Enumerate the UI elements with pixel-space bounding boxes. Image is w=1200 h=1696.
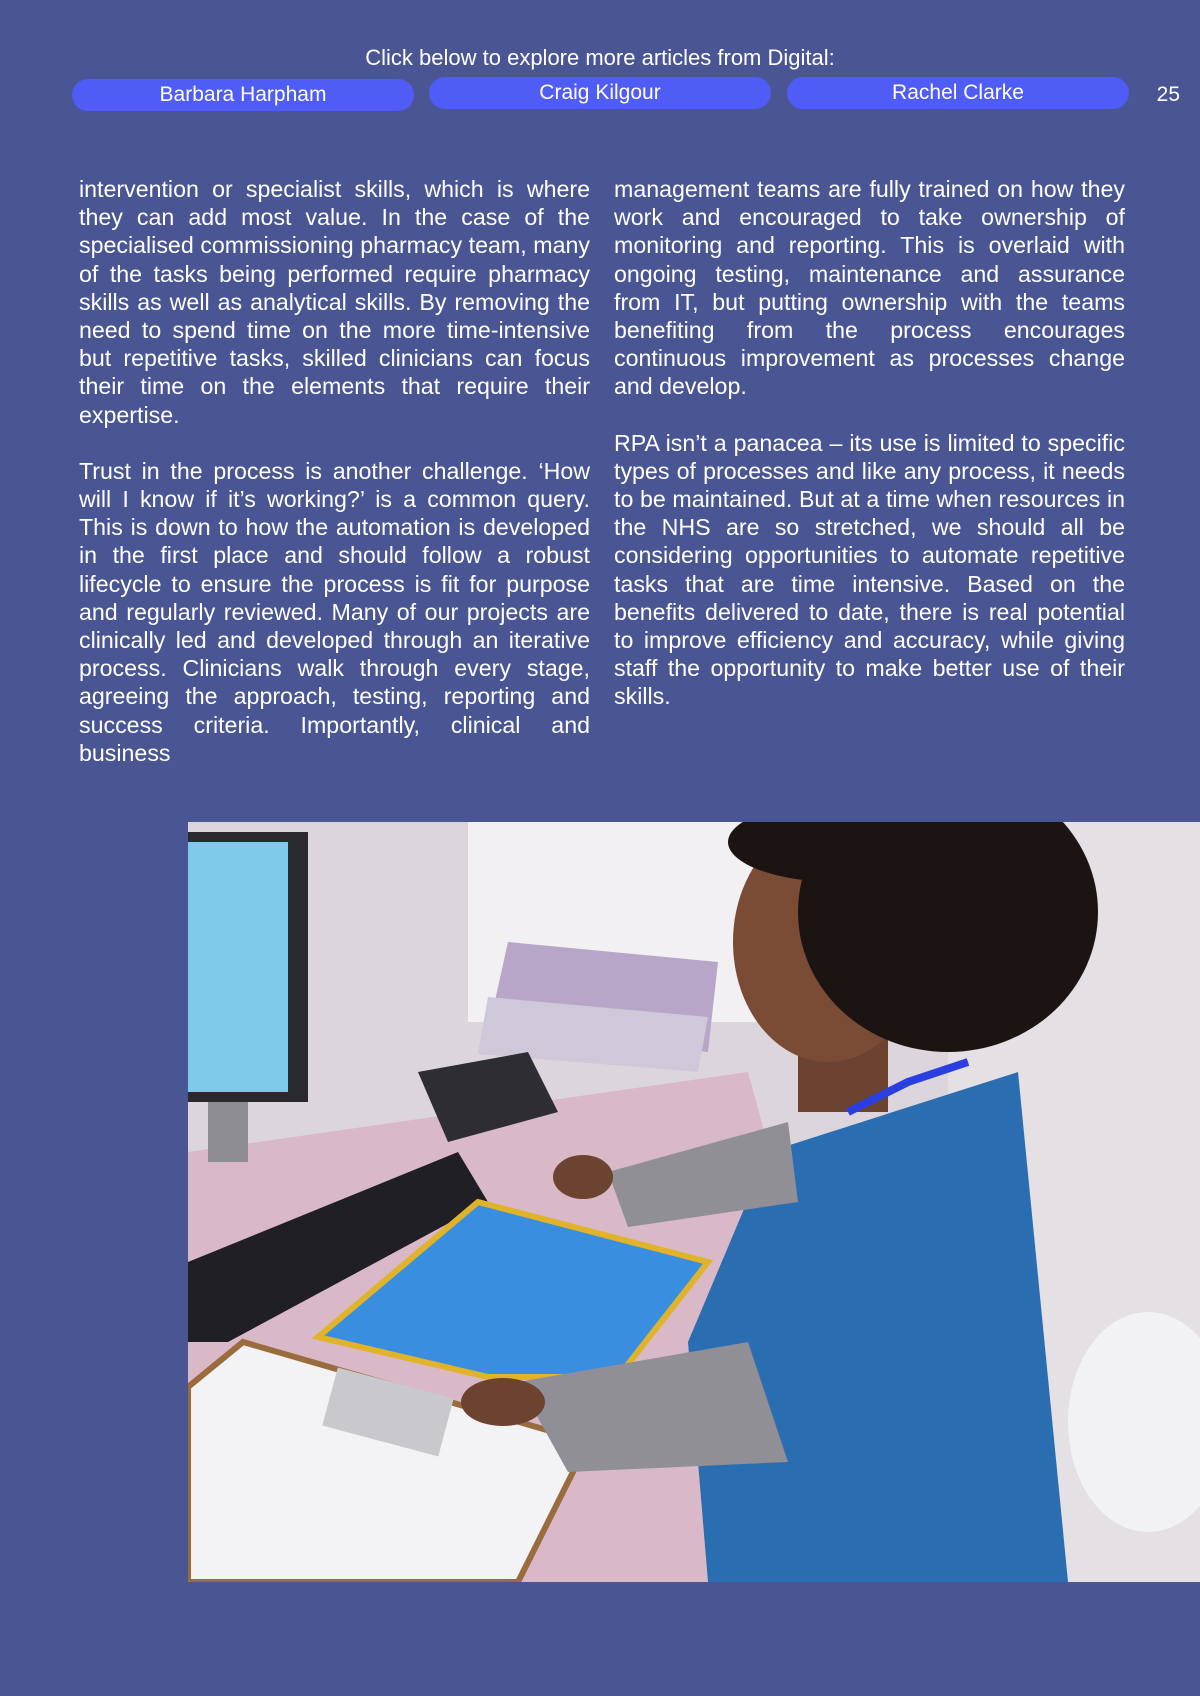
paper-tray-graphic (478, 942, 718, 1072)
article-column-left (79, 175, 590, 795)
nav-caption: Click below to explore more articles from Digital: (365, 45, 835, 70)
article-paragraph: management teams are fully trained on how they work and encouraged to take ownership of monitoring and reporting. This is overlaid with ongoing testing, maintenance and assurance from IT, but putting ownership with the teams benefiting from the process encourages continuous improvement as processes change and develop. (614, 176, 1125, 400)
article-paragraph: Trust in the process is another challenge. ‘How will I know if it’s working?’ is a common query. This is down to how the automation is developed in the first place and should follow a robust lifecycle to ensure the process is fit for purpose and regularly reviewed. Many of our projects are clinically led and developed through an iterative process. Clinicians walk through every stage, agreeing the approach, testing, reporting and success criteria. Importantly, clinical and business (79, 457, 590, 766)
article-photo (188, 822, 1200, 1582)
article-paragraph: intervention or specialist skills, which is where they can add most value. In the case of the specialised commissioning pharmacy team, many of the tasks being performed require pharmacy skills as well as analytical skills. By removing the need to spend time on the more time-intensive but repetitive tasks, skilled clinicians can focus their time on the elements that require their expertise. (79, 176, 590, 428)
author-button-rachel-clarke[interactable]: Rachel Clarke (787, 77, 1129, 109)
article-column-right (614, 175, 1125, 739)
author-button-craig-kilgour[interactable]: Craig Kilgour (429, 77, 771, 109)
page-number: 25 (1156, 83, 1180, 106)
author-button-barbara-harpham[interactable]: Barbara Harpham (72, 79, 414, 111)
article-paragraph: RPA isn’t a panacea – its use is limited to specific types of processes and like any process, it needs to be maintained. But at a time when resources in the NHS are so stretched, we should all be considering opportunities to automate repetitive tasks that are time intensive. Based on the benefits delivered to date, there is real potential to improve efficiency and accuracy, while giving staff the opportunity to make better use of their skills. (614, 429, 1125, 710)
